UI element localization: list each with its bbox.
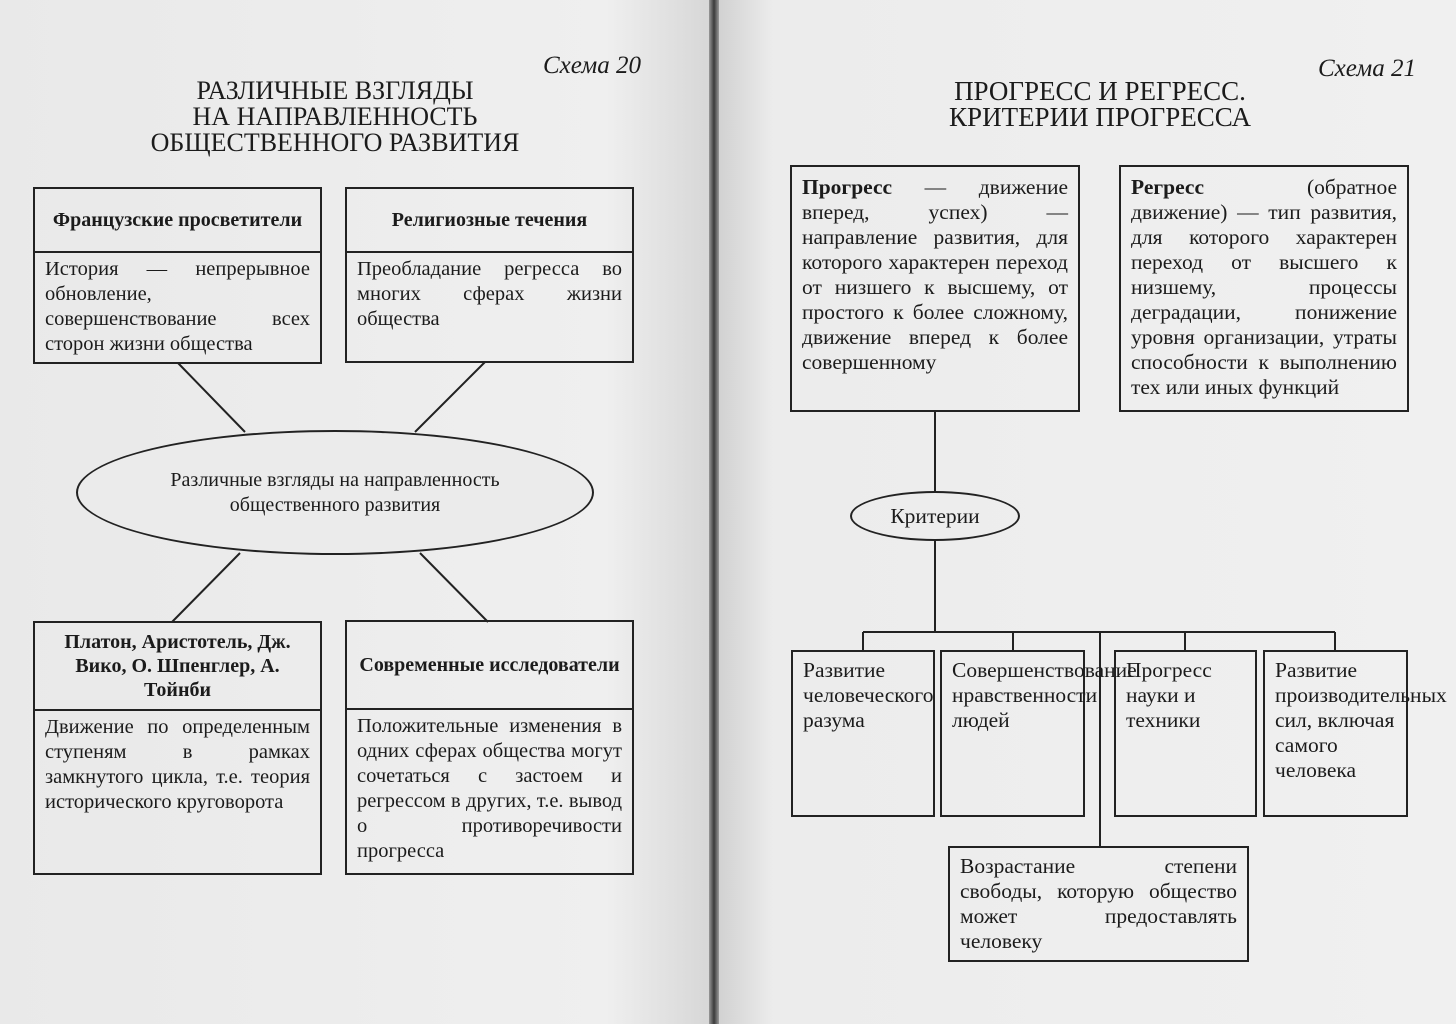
criterion-morality: Совершенствование нравственности людей [940,650,1085,817]
box-head: Религиозные течения [347,189,632,253]
regress-term: Регресс [1131,175,1205,199]
scheme-21-title-line-1: ПРОГРЕСС И РЕГРЕСС. [954,76,1246,106]
connector-enlighteners [178,363,245,432]
criteria-ellipse: Критерии [850,491,1020,541]
central-ellipse: Различные взгляды на направленность общественного развития [76,430,594,555]
regress-definition: (обратное движение) — тип развития, для которого характерен переход от высшего к низшему, процессы деградации, понижение уровня организации, утраты способности к выполнению тех или иных функций [1131,175,1397,399]
progress-definition: — движение вперед, успех) — направление развития, для которого характерен переход от низшего к высшему, от простого к более сложному, движение вперед к более совершенному [802,175,1068,374]
scheme-20-title-line-3: ОБЩЕСТВЕННОГО РАЗВИТИЯ [150,128,520,157]
scheme-21-title [900,78,1300,130]
criterion-freedom: Возрастание степени свободы, которую общество может предоставлять человеку [948,846,1249,962]
box-head: Современные исследователи [347,622,632,710]
scheme-20-title-line-2: НА НАПРАВЛЕННОСТЬ [192,102,478,131]
box-regress-definition [1119,165,1409,412]
box-modern-researchers [345,620,634,875]
box-progress-definition [790,165,1080,412]
box-french-enlighteners [33,187,322,364]
scheme-21-title-line-2: КРИТЕРИИ ПРОГРЕССА [949,102,1251,132]
progress-term: Прогресс [802,175,893,199]
connector-religious [415,362,485,432]
box-philosophers [33,621,322,875]
box-body: Преобладание регресса во многих сферах жизни общества [357,258,622,330]
box-head: Французские просветители [35,189,320,253]
box-body: История — непрерывное обновление, совершенствование всех сторон жизни общества [45,258,310,355]
connector-philosophers [172,553,240,622]
connector-modern [420,553,488,622]
box-religious-currents [345,187,634,363]
criterion-science-technology: Прогресс науки и техники [1114,650,1257,817]
scheme-20-label: Схема 20 [543,52,641,79]
criterion-human-reason: Развитие человеческого разума [791,650,935,817]
scheme-20-title-line-1: РАЗЛИЧНЫЕ ВЗГЛЯДЫ [196,76,474,105]
box-body: Положительные изменения в одних сферах общества могут сочетаться с застоем и регрессом в других, т.е. вывод о противоречивости прогресса [357,715,622,862]
box-head: Платон, Аристотель, Дж. Вико, О. Шпенглер, А. Тойнби [35,623,320,711]
criterion-productive-forces: Развитие производительных сил, включая самого человека [1263,650,1408,817]
box-body: Движение по определенным ступеням в рамках замкнутого цикла, т.е. теория исторического круговорота [45,716,310,813]
scheme-21-label: Схема 21 [1318,55,1416,82]
